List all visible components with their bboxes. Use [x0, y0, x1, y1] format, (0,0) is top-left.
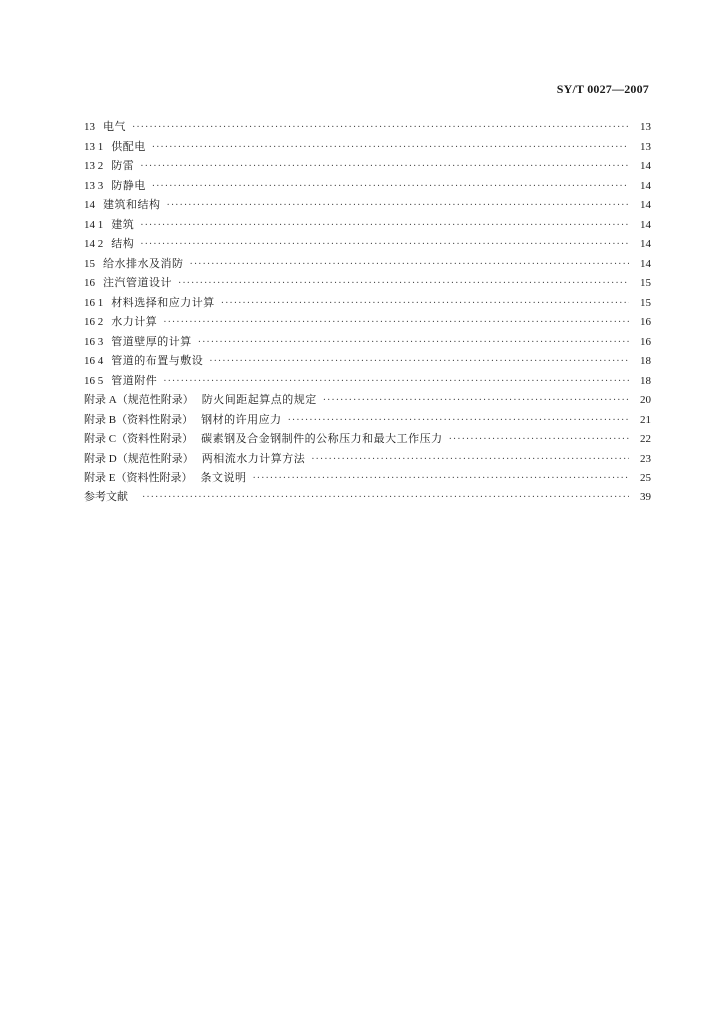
toc-entry[interactable]: [84, 312, 651, 332]
standard-code: SY/T 0027—2007: [556, 82, 649, 96]
toc-entry-title: 电气: [103, 120, 126, 133]
toc-entry[interactable]: [84, 429, 651, 449]
toc-leader-dots: [140, 157, 629, 177]
toc-entry-title: 两相流水力计算方法: [201, 451, 306, 465]
toc-entry-page: 13: [640, 121, 651, 133]
toc-entry[interactable]: [84, 488, 651, 508]
toc-entry[interactable]: [84, 468, 651, 488]
toc-entry-number: 16: [84, 277, 95, 289]
toc-leader-dots: [221, 294, 629, 314]
toc-entry-number: 14 2: [84, 238, 104, 250]
toc-leader-dots: [209, 352, 629, 372]
toc-entry-title: 管道附件: [111, 373, 158, 387]
toc-entry[interactable]: [84, 332, 651, 352]
toc-leader-dots: [311, 450, 629, 470]
toc-entry-number: 13 2: [84, 160, 104, 172]
toc-entry-page: 16: [640, 316, 651, 328]
toc-entry-title: 条文说明: [200, 471, 247, 484]
toc-entry-number: 附录 D（规范性附录）: [84, 452, 194, 465]
toc-entry-number: 附录 E（资料性附录）: [84, 472, 193, 484]
toc-entry-page: 25: [640, 472, 651, 484]
toc-leader-dots: [190, 255, 630, 275]
toc-entry-title: 钢材的许用应力: [201, 412, 282, 426]
toc-entry[interactable]: [84, 156, 651, 176]
toc-entry-number: 16 1: [84, 296, 104, 309]
toc-entry[interactable]: [84, 273, 651, 293]
toc-entry-number: 附录 C（资料性附录）: [84, 433, 194, 445]
toc-entry-page: 22: [640, 433, 651, 445]
toc-entry-number: 参考文献: [84, 490, 128, 503]
toc-entry-number: 15: [84, 257, 95, 270]
table-of-contents: [84, 117, 651, 507]
toc-entry-page: 21: [640, 413, 651, 426]
toc-entry-number: 16 2: [84, 316, 104, 328]
toc-entry[interactable]: [84, 254, 651, 274]
toc-entry[interactable]: [84, 176, 651, 196]
toc-entry-title: 供配电: [111, 139, 146, 153]
toc-entry-title: 碳素钢及合金钢制件的公称压力和最大工作压力: [201, 432, 443, 445]
toc-entry-title: 建筑: [111, 217, 135, 231]
toc-entry-page: 20: [640, 394, 651, 406]
toc-entry-title: 水力计算: [111, 315, 158, 328]
toc-entry-title: 结构: [111, 237, 135, 250]
toc-leader-dots: [140, 235, 629, 255]
toc-entry-page: 14: [640, 160, 651, 172]
toc-entry[interactable]: [84, 410, 651, 430]
toc-leader-dots: [132, 118, 629, 138]
toc-entry-title: 建筑和结构: [103, 198, 161, 211]
toc-leader-dots: [163, 372, 629, 392]
toc-entry-page: 15: [640, 296, 651, 309]
toc-entry-number: 13: [84, 121, 95, 133]
toc-entry-page: 18: [640, 355, 651, 367]
toc-entry[interactable]: [84, 449, 651, 469]
toc-entry-page: 23: [640, 452, 651, 465]
toc-entry-number: 附录 A（规范性附录）: [84, 394, 194, 406]
toc-entry-page: 39: [640, 490, 651, 503]
toc-entry-number: 附录 B（资料性附录）: [84, 413, 194, 426]
toc-entry-number: 16 5: [84, 374, 104, 387]
toc-entry-number: 16 3: [84, 335, 104, 348]
toc-leader-dots: [142, 488, 629, 508]
toc-entry-page: 14: [640, 218, 651, 231]
toc-entry-page: 15: [640, 277, 651, 289]
toc-entry-title: 给水排水及消防: [103, 256, 184, 270]
toc-leader-dots: [252, 469, 629, 489]
toc-entry-page: 18: [640, 374, 651, 387]
toc-leader-dots: [163, 313, 629, 333]
toc-entry-number: 13 1: [84, 140, 104, 153]
toc-entry-title: 防火间距起算点的规定: [201, 393, 317, 406]
toc-entry-title: 防雷: [111, 159, 135, 172]
toc-entry-page: 14: [640, 179, 651, 192]
toc-leader-dots: [449, 430, 629, 450]
toc-entry[interactable]: [84, 351, 651, 371]
toc-entry-title: 材料选择和应力计算: [111, 295, 215, 309]
toc-leader-dots: [178, 274, 629, 294]
toc-leader-dots: [167, 196, 630, 216]
toc-entry-title: 管道的布置与敷设: [111, 354, 204, 367]
toc-entry-title: 管道壁厚的计算: [111, 334, 192, 348]
toc-entry-page: 16: [640, 335, 651, 348]
toc-entry[interactable]: [84, 117, 651, 137]
toc-entry[interactable]: [84, 234, 651, 254]
toc-entry-number: 13 3: [84, 179, 104, 192]
toc-entry-title: 防静电: [111, 178, 146, 192]
toc-entry-title: 注汽管道设计: [103, 276, 172, 289]
toc-leader-dots: [288, 411, 629, 431]
toc-entry[interactable]: [84, 195, 651, 215]
toc-entry[interactable]: [84, 293, 651, 313]
toc-entry-number: 14 1: [84, 218, 104, 231]
toc-leader-dots: [198, 333, 629, 353]
toc-leader-dots: [140, 216, 629, 236]
toc-leader-dots: [152, 177, 629, 197]
toc-entry-number: 14: [84, 199, 95, 211]
toc-entry[interactable]: [84, 371, 651, 391]
toc-leader-dots: [323, 391, 629, 411]
toc-entry-page: 14: [640, 257, 651, 270]
toc-leader-dots: [152, 138, 629, 158]
toc-entry-page: 14: [640, 238, 651, 250]
toc-entry-page: 13: [640, 140, 651, 153]
toc-entry-page: 14: [640, 199, 651, 211]
toc-entry-number: 16 4: [84, 355, 104, 367]
toc-entry[interactable]: [84, 215, 651, 235]
toc-entry[interactable]: [84, 390, 651, 410]
toc-entry[interactable]: [84, 137, 651, 157]
